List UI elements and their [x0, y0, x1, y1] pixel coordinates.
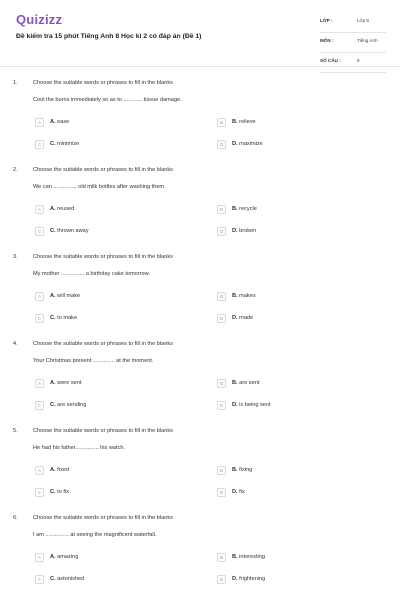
option-key: C. [50, 315, 56, 321]
option-key: C. [50, 576, 56, 582]
option-label [50, 206, 74, 212]
option-label [232, 554, 265, 560]
option-label [232, 467, 252, 473]
option-label [50, 554, 78, 560]
option-letter-box: D [217, 314, 226, 323]
option-letter-box: D [217, 401, 226, 410]
option-key: A. [50, 554, 56, 560]
option-label [232, 119, 256, 125]
option-text: amazing [57, 554, 79, 560]
option-key: C. [50, 489, 56, 495]
option-key: C. [50, 402, 56, 408]
option-key: B. [232, 206, 238, 212]
option-letter-box: C [35, 227, 44, 236]
option-key: B. [232, 554, 238, 560]
option-letter-box: B [217, 118, 226, 127]
option-text: broken [239, 228, 257, 234]
option-label [50, 141, 79, 147]
option-letter-box: C [35, 401, 44, 410]
option-letter-box: B [217, 466, 226, 475]
meta-value: Tiếng Anh [357, 38, 378, 43]
option-text: minimize [57, 141, 80, 147]
option-text: are sent [239, 380, 260, 386]
question-number: 2. [13, 167, 18, 173]
option-key: D. [232, 228, 238, 234]
option-letter-box: D [217, 140, 226, 149]
option-label [232, 380, 259, 386]
option-text: reused [57, 206, 75, 212]
option-letter-box: A [35, 118, 44, 127]
question-sentence: My mother ............... a birthday cake tomorrow. [33, 271, 150, 277]
question-prompt: Choose the suitable words or phrases to fill in the blanks [33, 341, 173, 347]
question-number: 6. [13, 515, 18, 521]
option-letter-box: C [35, 140, 44, 149]
question-sentence: We can ............... old milk bottles after washing them. [33, 184, 166, 190]
question-item [0, 515, 400, 601]
option-text: are sending [57, 402, 87, 408]
option-key: D. [232, 489, 238, 495]
option-key: D. [232, 315, 238, 321]
option-text: maximize [239, 141, 263, 147]
meta-value: 8 [357, 58, 360, 63]
option-key: D. [232, 402, 238, 408]
option-text: made [239, 315, 254, 321]
meta-label: SỐ CÂU : [320, 58, 341, 63]
question-item [0, 428, 400, 514]
option-key: A. [50, 206, 56, 212]
option-label [232, 402, 271, 408]
option-text: makes [239, 293, 256, 299]
option-letter-box: B [217, 553, 226, 562]
option-text: recycle [239, 206, 257, 212]
option-letter-box: D [217, 488, 226, 497]
option-letter-box: B [217, 205, 226, 214]
question-prompt: Choose the suitable words or phrases to fill in the blanks [33, 167, 173, 173]
option-letter-box: A [35, 553, 44, 562]
meta-label: MÔN : [320, 38, 334, 43]
quizizz-logo: Quizizz [16, 12, 63, 27]
meta-label: LỚP : [320, 18, 333, 23]
option-letter-box: C [35, 488, 44, 497]
option-text: is being sent [239, 402, 271, 408]
question-number: 3. [13, 254, 18, 260]
question-sentence: I am ............... at seeing the magnificent waterfall. [33, 532, 157, 538]
option-label [50, 402, 86, 408]
question-item [0, 80, 400, 166]
option-label [50, 315, 77, 321]
option-letter-box: A [35, 379, 44, 388]
option-text: astonished [57, 576, 85, 582]
meta-row-class [320, 13, 386, 33]
option-label [50, 489, 69, 495]
option-label [232, 489, 245, 495]
option-text: will make [57, 293, 81, 299]
question-item [0, 341, 400, 427]
option-text: thrown away [57, 228, 89, 234]
question-number: 5. [13, 428, 18, 434]
option-text: frightening [239, 576, 266, 582]
option-label [232, 315, 253, 321]
option-key: D. [232, 576, 238, 582]
option-text: to make [57, 315, 78, 321]
question-prompt: Choose the suitable words or phrases to fill in the blanks [33, 254, 173, 260]
option-text: ease [57, 119, 70, 125]
question-prompt: Choose the suitable words or phrases to fill in the blanks [33, 515, 173, 521]
question-prompt: Choose the suitable words or phrases to fill in the blanks [33, 428, 173, 434]
question-sentence: Your Christmas present .............. at the moment. [33, 358, 154, 364]
option-key: B. [232, 467, 238, 473]
option-text: interesting [239, 554, 265, 560]
option-label [232, 293, 256, 299]
option-letter-box: C [35, 314, 44, 323]
option-letter-box: D [217, 227, 226, 236]
option-letter-box: B [217, 379, 226, 388]
option-label [232, 141, 263, 147]
option-key: A. [50, 467, 56, 473]
option-label [50, 467, 69, 473]
question-item [0, 167, 400, 253]
question-sentence: Cool the burns immediately so as to ............ tissue damage. [33, 97, 182, 103]
option-key: B. [232, 119, 238, 125]
option-label [50, 576, 84, 582]
meta-value: Lớp 8 [357, 18, 369, 23]
option-text: fix [239, 489, 245, 495]
header-divider [0, 66, 400, 67]
question-item [0, 254, 400, 340]
option-text: fixed [57, 467, 69, 473]
question-prompt: Choose the suitable words or phrases to fill in the blanks [33, 80, 173, 86]
option-label [232, 576, 265, 582]
option-text: relieve [239, 119, 256, 125]
worksheet-meta [320, 13, 386, 73]
option-label [50, 228, 89, 234]
option-letter-box: B [217, 292, 226, 301]
question-number: 4. [13, 341, 18, 347]
option-label [232, 206, 257, 212]
option-letter-box: A [35, 466, 44, 475]
option-key: C. [50, 228, 56, 234]
option-text: fixing [239, 467, 253, 473]
option-letter-box: A [35, 292, 44, 301]
option-label [232, 228, 256, 234]
option-label [50, 293, 80, 299]
option-key: A. [50, 380, 56, 386]
option-label [50, 119, 69, 125]
option-text: to fix [57, 489, 69, 495]
worksheet-title: Đề kiểm tra 15 phút Tiếng Anh 8 Học kì 2 có đáp án (Đề 1) [16, 33, 202, 40]
option-key: B. [232, 380, 238, 386]
option-key: A. [50, 293, 56, 299]
meta-row-subject [320, 33, 386, 53]
option-key: B. [232, 293, 238, 299]
option-letter-box: D [217, 575, 226, 584]
question-number: 1. [13, 80, 18, 86]
option-key: D. [232, 141, 238, 147]
option-label [50, 380, 81, 386]
meta-row-question-count [320, 53, 386, 73]
option-key: A. [50, 119, 56, 125]
option-key: C. [50, 141, 56, 147]
option-letter-box: A [35, 205, 44, 214]
option-letter-box: C [35, 575, 44, 584]
option-text: were sent [57, 380, 82, 386]
question-sentence: He had his father............... his watch. [33, 445, 126, 451]
